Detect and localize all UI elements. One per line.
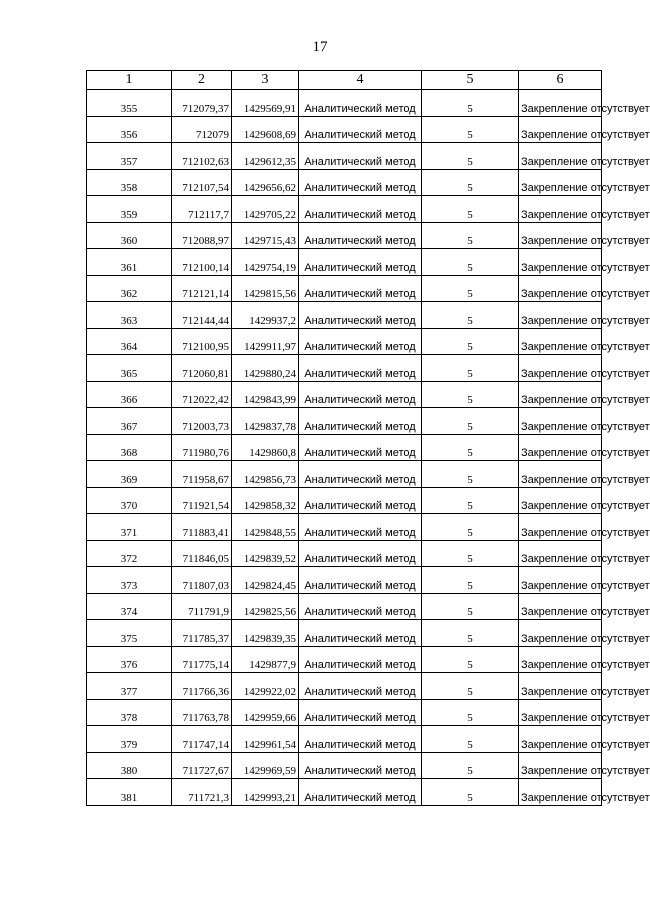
y-coordinate-cell: 1429856,73 [232,461,299,488]
method-cell: Аналитический метод [299,699,422,726]
precision-cell: 5 [422,593,519,620]
fixation-cell: Закрепление отсутствует [519,514,602,541]
fixation-cell: Закрепление отсутствует [519,434,602,461]
precision-cell: 5 [422,302,519,329]
table-row [87,620,602,647]
fixation-cell: Закрепление отсутствует [519,752,602,779]
x-coordinate-cell: 712144,44 [172,302,232,329]
table-row [87,461,602,488]
precision-cell: 5 [422,646,519,673]
x-coordinate-cell: 711883,41 [172,514,232,541]
y-coordinate-cell: 1429858,32 [232,487,299,514]
point-number-cell: 371 [87,514,172,541]
precision-cell: 5 [422,699,519,726]
fixation-cell: Закрепление отсутствует [519,355,602,382]
precision-cell: 5 [422,143,519,170]
table-row [87,434,602,461]
x-coordinate-cell: 711846,05 [172,540,232,567]
point-number-cell: 355 [87,90,172,117]
precision-cell: 5 [422,673,519,700]
method-cell: Аналитический метод [299,726,422,753]
table-row [87,567,602,594]
y-coordinate-cell: 1429825,56 [232,593,299,620]
method-cell: Аналитический метод [299,169,422,196]
x-coordinate-cell: 712107,54 [172,169,232,196]
point-number-cell: 365 [87,355,172,382]
x-coordinate-cell: 711766,36 [172,673,232,700]
y-coordinate-cell: 1429911,97 [232,328,299,355]
precision-cell: 5 [422,726,519,753]
precision-cell: 5 [422,620,519,647]
precision-cell: 5 [422,196,519,223]
precision-cell: 5 [422,381,519,408]
fixation-cell: Закрепление отсутствует [519,540,602,567]
precision-cell: 5 [422,514,519,541]
x-coordinate-cell: 712121,14 [172,275,232,302]
method-cell: Аналитический метод [299,567,422,594]
fixation-cell: Закрепление отсутствует [519,328,602,355]
fixation-cell: Закрепление отсутствует [519,275,602,302]
method-cell: Аналитический метод [299,593,422,620]
table-row [87,514,602,541]
header-cell-5: 5 [422,71,519,90]
point-number-cell: 367 [87,408,172,435]
precision-cell: 5 [422,222,519,249]
x-coordinate-cell: 712088,97 [172,222,232,249]
precision-cell: 5 [422,752,519,779]
point-number-cell: 363 [87,302,172,329]
fixation-cell: Закрепление отсутствует [519,620,602,647]
point-number-cell: 380 [87,752,172,779]
point-number-cell: 364 [87,328,172,355]
header-row [87,71,602,90]
y-coordinate-cell: 1429959,66 [232,699,299,726]
point-number-cell: 374 [87,593,172,620]
y-coordinate-cell: 1429824,45 [232,567,299,594]
method-cell: Аналитический метод [299,222,422,249]
precision-cell: 5 [422,249,519,276]
point-number-cell: 373 [87,567,172,594]
table-row [87,673,602,700]
method-cell: Аналитический метод [299,434,422,461]
table-row [87,408,602,435]
x-coordinate-cell: 712079 [172,116,232,143]
x-coordinate-cell: 712100,14 [172,249,232,276]
precision-cell: 5 [422,487,519,514]
y-coordinate-cell: 1429922,02 [232,673,299,700]
fixation-cell: Закрепление отсутствует [519,567,602,594]
fixation-cell: Закрепление отсутствует [519,196,602,223]
x-coordinate-cell: 712102,63 [172,143,232,170]
header-cell-4: 4 [299,71,422,90]
x-coordinate-cell: 711807,03 [172,567,232,594]
x-coordinate-cell: 711791,9 [172,593,232,620]
y-coordinate-cell: 1429961,54 [232,726,299,753]
header-cell-2: 2 [172,71,232,90]
x-coordinate-cell: 711727,67 [172,752,232,779]
point-number-cell: 366 [87,381,172,408]
fixation-cell: Закрепление отсутствует [519,169,602,196]
fixation-cell: Закрепление отсутствует [519,646,602,673]
method-cell: Аналитический метод [299,540,422,567]
point-number-cell: 376 [87,646,172,673]
method-cell: Аналитический метод [299,90,422,117]
precision-cell: 5 [422,540,519,567]
table-row [87,169,602,196]
fixation-cell: Закрепление отсутствует [519,461,602,488]
method-cell: Аналитический метод [299,487,422,514]
fixation-cell: Закрепление отсутствует [519,143,602,170]
x-coordinate-cell: 711785,37 [172,620,232,647]
x-coordinate-cell: 711721,3 [172,779,232,806]
point-number-cell: 361 [87,249,172,276]
precision-cell: 5 [422,90,519,117]
y-coordinate-cell: 1429839,35 [232,620,299,647]
table-row [87,646,602,673]
x-coordinate-cell: 711747,14 [172,726,232,753]
precision-cell: 5 [422,355,519,382]
method-cell: Аналитический метод [299,461,422,488]
precision-cell: 5 [422,461,519,488]
y-coordinate-cell: 1429839,52 [232,540,299,567]
precision-cell: 5 [422,275,519,302]
method-cell: Аналитический метод [299,381,422,408]
table-row [87,779,602,806]
method-cell: Аналитический метод [299,116,422,143]
point-number-cell: 359 [87,196,172,223]
precision-cell: 5 [422,434,519,461]
precision-cell: 5 [422,169,519,196]
fixation-cell: Закрепление отсутствует [519,222,602,249]
table-row [87,222,602,249]
header-cell-3: 3 [232,71,299,90]
point-number-cell: 381 [87,779,172,806]
point-number-cell: 372 [87,540,172,567]
table-row [87,540,602,567]
table-body [87,90,650,806]
x-coordinate-cell: 712117,7 [172,196,232,223]
y-coordinate-cell: 1429937,2 [232,302,299,329]
x-coordinate-cell: 711980,76 [172,434,232,461]
table-row [87,487,602,514]
x-coordinate-cell: 711921,54 [172,487,232,514]
y-coordinate-cell: 1429656,62 [232,169,299,196]
x-coordinate-cell: 712003,73 [172,408,232,435]
fixation-cell: Закрепление отсутствует [519,779,602,806]
precision-cell: 5 [422,408,519,435]
point-number-cell: 368 [87,434,172,461]
method-cell: Аналитический метод [299,673,422,700]
method-cell: Аналитический метод [299,646,422,673]
x-coordinate-cell: 712079,37 [172,90,232,117]
point-number-cell: 377 [87,673,172,700]
method-cell: Аналитический метод [299,514,422,541]
method-cell: Аналитический метод [299,620,422,647]
method-cell: Аналитический метод [299,328,422,355]
fixation-cell: Закрепление отсутствует [519,302,602,329]
x-coordinate-cell: 712022,42 [172,381,232,408]
method-cell: Аналитический метод [299,249,422,276]
y-coordinate-cell: 1429848,55 [232,514,299,541]
method-cell: Аналитический метод [299,143,422,170]
table-row [87,275,602,302]
x-coordinate-cell: 712100,95 [172,328,232,355]
table-row [87,355,602,382]
header-cell-6: 6 [519,71,602,90]
table-header [87,71,602,90]
table-row [87,249,602,276]
point-number-cell: 370 [87,487,172,514]
y-coordinate-cell: 1429993,21 [232,779,299,806]
method-cell: Аналитический метод [299,779,422,806]
table-row [87,302,602,329]
x-coordinate-cell: 712060,81 [172,355,232,382]
x-coordinate-cell: 711775,14 [172,646,232,673]
table-row [87,90,602,117]
y-coordinate-cell: 1429877,9 [232,646,299,673]
point-number-cell: 357 [87,143,172,170]
coordinates-table [86,70,650,806]
y-coordinate-cell: 1429880,24 [232,355,299,382]
precision-cell: 5 [422,116,519,143]
method-cell: Аналитический метод [299,196,422,223]
table-row [87,726,602,753]
y-coordinate-cell: 1429754,19 [232,249,299,276]
fixation-cell: Закрепление отсутствует [519,593,602,620]
point-number-cell: 356 [87,116,172,143]
method-cell: Аналитический метод [299,355,422,382]
method-cell: Аналитический метод [299,752,422,779]
y-coordinate-cell: 1429837,78 [232,408,299,435]
table-row [87,381,602,408]
y-coordinate-cell: 1429860,8 [232,434,299,461]
table-row [87,143,602,170]
table-row [87,699,602,726]
page-number: 17 [312,39,328,55]
precision-cell: 5 [422,779,519,806]
x-coordinate-cell: 711958,67 [172,461,232,488]
method-cell: Аналитический метод [299,408,422,435]
fixation-cell: Закрепление отсутствует [519,487,602,514]
point-number-cell: 369 [87,461,172,488]
table-row [87,328,602,355]
precision-cell: 5 [422,567,519,594]
point-number-cell: 362 [87,275,172,302]
y-coordinate-cell: 1429843,99 [232,381,299,408]
fixation-cell: Закрепление отсутствует [519,381,602,408]
precision-cell: 5 [422,328,519,355]
fixation-cell: Закрепление отсутствует [519,699,602,726]
y-coordinate-cell: 1429969,59 [232,752,299,779]
y-coordinate-cell: 1429705,22 [232,196,299,223]
fixation-cell: Закрепление отсутствует [519,726,602,753]
fixation-cell: Закрепление отсутствует [519,408,602,435]
point-number-cell: 379 [87,726,172,753]
y-coordinate-cell: 1429612,35 [232,143,299,170]
fixation-cell: Закрепление отсутствует [519,673,602,700]
point-number-cell: 375 [87,620,172,647]
fixation-cell: Закрепление отсутствует [519,249,602,276]
table-row [87,116,602,143]
y-coordinate-cell: 1429608,69 [232,116,299,143]
fixation-cell: Закрепление отсутствует [519,116,602,143]
y-coordinate-cell: 1429569,91 [232,90,299,117]
y-coordinate-cell: 1429715,43 [232,222,299,249]
fixation-cell: Закрепление отсутствует [519,90,602,117]
table-row [87,593,602,620]
method-cell: Аналитический метод [299,275,422,302]
method-cell: Аналитический метод [299,302,422,329]
header-cell-1: 1 [87,71,172,90]
table-row [87,752,602,779]
point-number-cell: 358 [87,169,172,196]
point-number-cell: 360 [87,222,172,249]
x-coordinate-cell: 711763,78 [172,699,232,726]
table-row [87,196,602,223]
point-number-cell: 378 [87,699,172,726]
y-coordinate-cell: 1429815,56 [232,275,299,302]
